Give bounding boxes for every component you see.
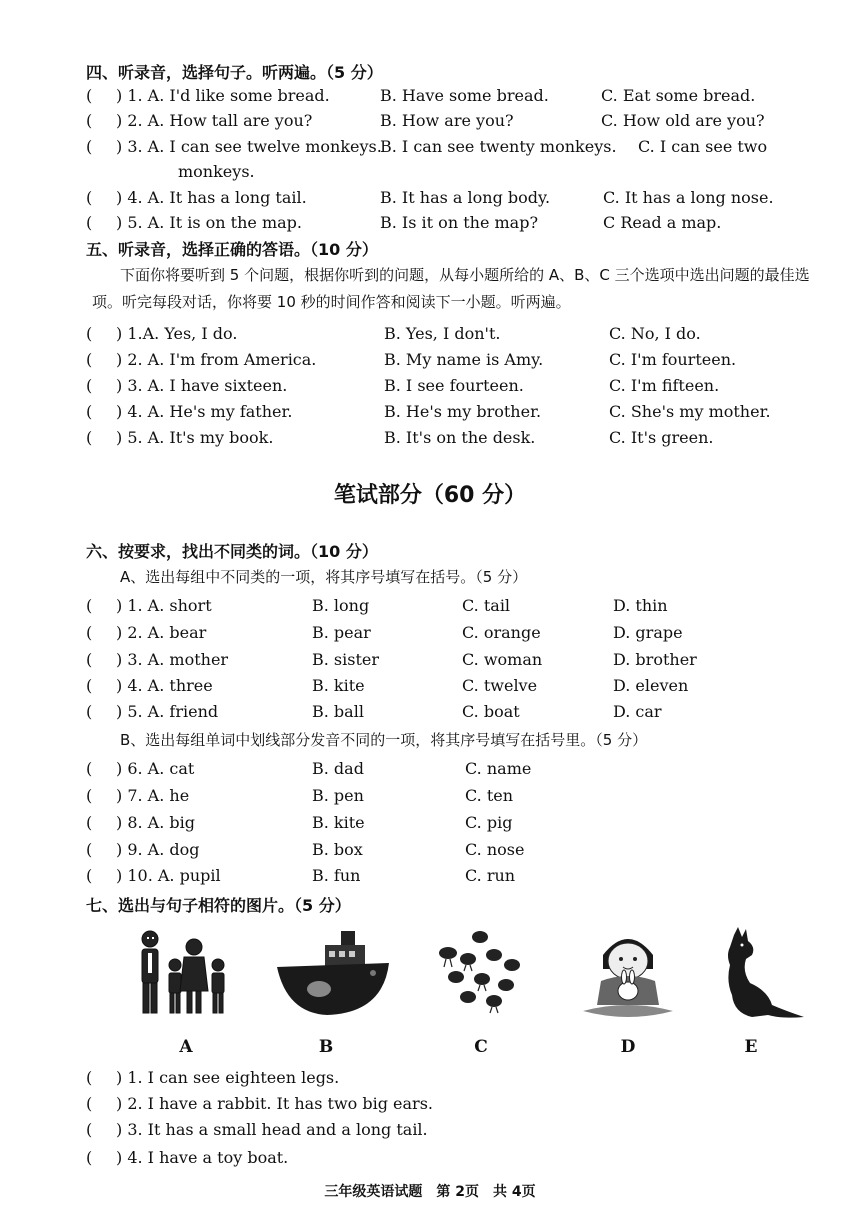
option-b: B. I see fourteen. [384, 376, 524, 395]
option-b: B. ball [312, 702, 364, 721]
sec6-item-10 [86, 866, 606, 890]
boat-picture [273, 925, 393, 1025]
picture-label-b: B [318, 1037, 334, 1057]
option-a: ) 8. A. big [116, 813, 196, 832]
option-b: B. kite [312, 813, 365, 832]
answer-paren[interactable]: ( [86, 1094, 93, 1113]
answer-paren[interactable]: ( [86, 137, 93, 156]
option-a: ) 4. A. three [116, 676, 213, 695]
option-d: D. eleven [613, 676, 689, 695]
option-c: C Read a map. [603, 213, 722, 232]
option-b: B. It's on the desk. [384, 428, 536, 447]
option-b: B. dad [312, 759, 364, 778]
option-c: C. It's green. [609, 428, 714, 447]
option-a: ) 9. A. dog [116, 840, 200, 859]
option-b: B. My name is Amy. [384, 350, 544, 369]
section-7-heading: 七、选出与句子相符的图片。（5 分） [86, 896, 351, 915]
option-b: B. I can see twenty monkeys. [380, 137, 617, 156]
sentence: ) 4. I have a toy boat. [116, 1148, 289, 1167]
option-d: D. grape [613, 623, 683, 642]
section-4-heading: 四、听录音，选择句子。听两遍。（5 分） [86, 63, 383, 82]
sec6-item-5 [86, 702, 746, 726]
sec4-item-3-wrap [86, 162, 386, 186]
sec4-item-4 [86, 188, 786, 212]
section-6-part-a-instructions: A、选出每组中不同类的一项，将其序号填写在括号。（5 分） [120, 568, 528, 586]
sec4-item-1 [86, 86, 786, 110]
answer-paren[interactable]: ( [86, 402, 93, 421]
option-b: B. kite [312, 676, 365, 695]
sec4-item-5 [86, 213, 786, 237]
sec6-item-8 [86, 813, 606, 837]
option-c: C. boat [462, 702, 520, 721]
sec5-item-3 [86, 376, 786, 400]
option-d: D. car [613, 702, 662, 721]
option-a: ) 5. A. It is on the map. [116, 213, 303, 232]
written-part-title: 笔试部分（60 分） [333, 483, 527, 508]
answer-paren[interactable]: ( [86, 650, 93, 669]
option-c: C. run [465, 866, 516, 885]
option-a: ) 1.A. Yes, I do. [116, 324, 238, 343]
sentence: ) 1. I can see eighteen legs. [116, 1068, 340, 1087]
sec6-item-7 [86, 786, 606, 810]
option-a: ) 2. A. bear [116, 623, 207, 642]
picture-label-c: C [474, 1037, 488, 1057]
option-d: D. brother [613, 650, 697, 669]
picture-label-a: A [179, 1037, 193, 1057]
picture-label-e: E [744, 1037, 758, 1057]
option-c: C. name [465, 759, 532, 778]
sec5-item-2 [86, 350, 786, 374]
option-a: ) 7. A. he [116, 786, 190, 805]
option-c: C. I'm fifteen. [609, 376, 720, 395]
option-b: B. fun [312, 866, 361, 885]
option-c: C. I'm fourteen. [609, 350, 737, 369]
answer-paren[interactable]: ( [86, 213, 93, 232]
option-a-wrap: monkeys. [178, 162, 255, 181]
sec6-item-4 [86, 676, 746, 700]
option-c: C. It has a long nose. [603, 188, 774, 207]
option-a: ) 3. A. I have sixteen. [116, 376, 288, 395]
option-a: ) 3. A. mother [116, 650, 229, 669]
answer-paren[interactable]: ( [86, 1068, 93, 1087]
option-b: B. How are you? [380, 111, 514, 130]
section-6-part-b-instructions: B、选出每组单词中划线部分发音不同的一项，将其序号填写在括号里。（5 分） [120, 731, 648, 749]
option-a: ) 3. A. I can see twelve monkeys. [116, 137, 382, 156]
option-a: ) 10. A. pupil [116, 866, 221, 885]
chickens-picture [428, 925, 533, 1025]
page-footer: 三年级英语试题 第 2页 共 4页 [324, 1184, 536, 1200]
option-a: ) 5. A. It's my book. [116, 428, 274, 447]
option-c: C. Eat some bread. [601, 86, 756, 105]
sec6-item-6 [86, 759, 606, 783]
option-c: C. ten [465, 786, 514, 805]
sec6-item-9 [86, 840, 606, 864]
option-c: C. nose [465, 840, 525, 859]
option-b: B. He's my brother. [384, 402, 542, 421]
answer-paren[interactable]: ( [86, 702, 93, 721]
option-c: C. I can see two [638, 137, 768, 156]
option-c: C. No, I do. [609, 324, 701, 343]
sec6-item-2 [86, 623, 746, 647]
option-a: ) 5. A. friend [116, 702, 219, 721]
picture-label-d: D [620, 1037, 636, 1057]
family-picture [130, 925, 240, 1025]
answer-paren[interactable]: ( [86, 86, 93, 105]
option-a: ) 4. A. He's my father. [116, 402, 293, 421]
sec5-item-5 [86, 428, 786, 452]
option-c: C. How old are you? [601, 111, 765, 130]
option-b: B. It has a long body. [380, 188, 551, 207]
option-c: C. twelve [462, 676, 538, 695]
sec7-item-4 [86, 1148, 586, 1172]
answer-paren[interactable]: ( [86, 840, 93, 859]
answer-paren[interactable]: ( [86, 376, 93, 395]
option-c: C. tail [462, 596, 511, 615]
section-5-instructions: 下面你将要听到 5 个问题，根据你听到的问题，从每小题所给的 A、B、C 三个选项中选出问题的最佳选项。听完每段对话，你将要 10 秒的时间作答和阅读下一小题。听两遍。 [92, 266, 810, 311]
option-a: ) 2. A. How tall are you? [116, 111, 313, 130]
sec7-item-1 [86, 1068, 586, 1092]
section-5-heading: 五、听录音，选择正确的答语。（10 分） [86, 240, 378, 259]
answer-paren[interactable]: ( [86, 428, 93, 447]
sec6-item-1 [86, 596, 746, 620]
option-b: B. Is it on the map? [380, 213, 539, 232]
answer-paren[interactable]: ( [86, 813, 93, 832]
answer-paren[interactable]: ( [86, 866, 93, 885]
option-b: B. pear [312, 623, 371, 642]
sec7-item-3 [86, 1120, 586, 1144]
answer-paren[interactable]: ( [86, 759, 93, 778]
answer-paren[interactable]: ( [86, 111, 93, 130]
sec4-item-3 [86, 137, 786, 161]
answer-paren[interactable]: ( [86, 324, 93, 343]
answer-paren[interactable]: ( [86, 786, 93, 805]
sec6-item-3 [86, 650, 746, 674]
option-a: ) 2. A. I'm from America. [116, 350, 317, 369]
answer-paren[interactable]: ( [86, 596, 93, 615]
option-b: B. Yes, I don't. [384, 324, 501, 343]
option-a: ) 1. A. I'd like some bread. [116, 86, 330, 105]
option-b: B. long [312, 596, 370, 615]
answer-paren[interactable]: ( [86, 623, 93, 642]
answer-paren[interactable]: ( [86, 1120, 93, 1139]
answer-paren[interactable]: ( [86, 350, 93, 369]
option-b: B. box [312, 840, 363, 859]
option-b: B. pen [312, 786, 364, 805]
option-a: ) 6. A. cat [116, 759, 195, 778]
option-a: ) 1. A. short [116, 596, 212, 615]
answer-paren[interactable]: ( [86, 1148, 93, 1167]
option-d: D. thin [613, 596, 668, 615]
sec7-item-2 [86, 1094, 586, 1118]
option-b: B. sister [312, 650, 380, 669]
option-a: ) 4. A. It has a long tail. [116, 188, 307, 207]
option-c: C. woman [462, 650, 543, 669]
answer-paren[interactable]: ( [86, 188, 93, 207]
sentence: ) 2. I have a rabbit. It has two big ears. [116, 1094, 433, 1113]
answer-paren[interactable]: ( [86, 676, 93, 695]
sentence: ) 3. It has a small head and a long tail. [116, 1120, 428, 1139]
section-6-heading: 六、按要求，找出不同类的词。（10 分） [86, 542, 378, 561]
option-c: C. pig [465, 813, 513, 832]
girl-with-rabbit-picture [573, 925, 683, 1025]
option-c: C. She's my mother. [609, 402, 771, 421]
option-b: B. Have some bread. [380, 86, 549, 105]
sec4-item-2 [86, 111, 786, 135]
kangaroo-picture [712, 925, 807, 1025]
option-c: C. orange [462, 623, 541, 642]
sec5-item-4 [86, 402, 786, 426]
sec5-item-1 [86, 324, 786, 348]
